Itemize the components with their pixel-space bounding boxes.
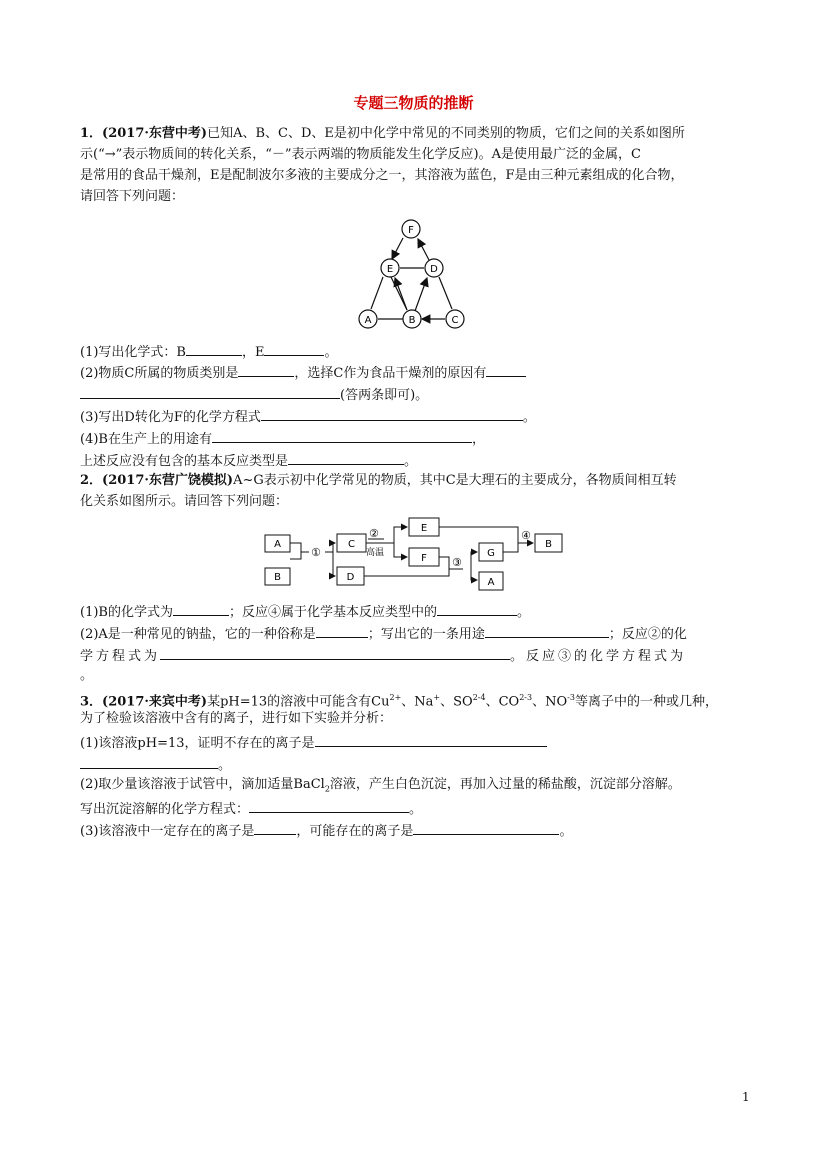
q1-s4-text-b: ， — [471, 432, 485, 447]
q1-sub-2 — [80, 362, 526, 383]
subscript: 2 — [324, 784, 330, 794]
q3-s3-text-b: ，可能存在的离子是 — [296, 824, 414, 839]
q3-line-2: 为了检验该溶液中含有的离子，进行如下实验并分析： — [80, 711, 393, 726]
q3-s3-text-a: (3)该溶液中一定存在的离子是 — [80, 824, 255, 839]
flow-box-G — [479, 543, 503, 561]
q1-s1-text-a: (1)写出化学式：B — [80, 345, 186, 360]
answer-blank[interactable] — [238, 362, 294, 377]
q1-line-4: 请回答下列问题： — [80, 189, 185, 204]
svg-text:G: G — [487, 548, 495, 559]
q1-s2-text-a: (2)物质C所属的物质类别是 — [80, 366, 239, 381]
q3-s1-text-b: 。 — [218, 758, 232, 773]
q1-number: 1． — [80, 126, 103, 141]
svg-text:B: B — [274, 572, 281, 583]
ion-name: 、NO — [532, 694, 568, 710]
answer-blank[interactable] — [80, 384, 340, 399]
q1-s4-text-a: (4)B在生产上的用途有 — [80, 432, 212, 447]
answer-blank[interactable] — [315, 732, 547, 747]
answer-blank[interactable] — [160, 645, 510, 660]
q2-s2-text-a: (2)A是一种常见的钠盐，它的一种俗称是 — [80, 627, 316, 642]
q2-number: 2． — [80, 473, 103, 488]
q2-sub-2c: 。 — [80, 668, 94, 683]
answer-blank[interactable] — [212, 428, 472, 443]
ion-charge: 2-4 — [472, 693, 486, 702]
q1-s2-text-b: ，选择C作为食品干燥剂的原因有 — [294, 366, 487, 381]
q2-s1-text-a: (1)B的化学式为 — [80, 605, 173, 620]
node-label: C — [451, 315, 459, 326]
q3-text-1a: 某pH=13的溶液中可能含有Cu — [207, 694, 390, 710]
flow-box-B-output — [535, 534, 562, 552]
q1-sub-1 — [80, 341, 337, 362]
q1-sub-4b — [80, 450, 417, 471]
ion-charge: -3 — [567, 693, 575, 702]
q1-s1-text-c: 。 — [324, 345, 338, 360]
flow-box-E — [409, 518, 439, 536]
answer-blank[interactable] — [80, 754, 218, 769]
flow-box-A-output — [479, 572, 503, 590]
q2-s1-text-b: ；反应④属于化学基本反应类型中的 — [228, 605, 437, 620]
q3-sub-2 — [80, 776, 681, 799]
q1-s3-text-b: 。 — [522, 410, 536, 425]
q3-s2-text-a: (2)取少量该溶液于试管中，滴加适量BaCl — [80, 777, 325, 792]
q2-line-2: 化关系如图所示。请回答下列问题： — [80, 494, 289, 509]
svg-text:C: C — [348, 539, 355, 550]
q3-sub-2b — [80, 798, 422, 819]
q3-sub-3 — [80, 820, 572, 841]
node-C — [446, 310, 464, 328]
q3-source: (2017·来宾中考) — [102, 694, 208, 710]
q1-source: (2017·东营中考) — [102, 126, 208, 141]
node-F — [402, 220, 420, 238]
answer-blank[interactable] — [186, 341, 242, 356]
flow-label-1: ① — [311, 546, 321, 559]
q3-number: 3． — [80, 694, 103, 710]
q3-s1-text-a: (1)该溶液pH=13，证明不存在的离子是 — [80, 736, 315, 751]
q1-s4-text-c: 上述反应没有包含的基本反应类型是 — [80, 454, 289, 469]
node-label: E — [386, 264, 394, 275]
svg-text:A: A — [274, 539, 281, 550]
q3-sub-1b — [80, 754, 231, 775]
q1-s3-text-a: (3)写出D转化为F的化学方程式 — [80, 410, 261, 425]
q3-line-1 — [80, 689, 718, 711]
q2-s2-text-b: ；写出它的一条用途 — [367, 627, 485, 642]
answer-blank[interactable] — [485, 623, 609, 638]
node-A — [359, 310, 377, 328]
answer-blank[interactable] — [413, 820, 559, 835]
q2-source: (2017·东营广饶模拟) — [102, 473, 234, 488]
svg-text:D: D — [346, 572, 355, 583]
q1-s1-text-b: ，E — [241, 345, 265, 360]
ion-name: 、SO — [440, 694, 473, 710]
q3-s2-text-d: 。 — [409, 802, 423, 817]
q2-sub-2 — [80, 623, 687, 644]
q2-text-1: A~G表示初中化学常见的物质，其中C是大理石的主要成分，各物质间相互转 — [233, 473, 677, 488]
q1-line-3: 是常用的食品干燥剂，E是配制波尔多液的主要成分之一，其溶液为蓝色，F是由三种元素组成的化合物， — [80, 168, 684, 183]
flow-box-B-input — [265, 568, 290, 585]
q2-flow-diagram — [263, 515, 568, 592]
q1-s4-text-d: 。 — [404, 454, 418, 469]
q1-sub-2b — [80, 384, 428, 405]
ion-charge: + — [433, 693, 441, 702]
node-label: B — [408, 315, 416, 326]
flow-box-D — [337, 567, 364, 585]
flow-box-F — [409, 548, 439, 566]
q1-line-1 — [80, 125, 685, 143]
ion-charge: 2+ — [389, 693, 402, 702]
svg-text:B: B — [545, 539, 552, 550]
node-D — [425, 259, 443, 277]
flow-label-3: ③ — [452, 556, 462, 569]
q3-text-1b: 等离子中的一种或几种， — [574, 694, 718, 710]
q3-s2-text-b: 溶液，产生白色沉淀，再加入过量的稀盐酸，沉淀部分溶解。 — [329, 777, 681, 792]
ion-charge: 2-3 — [519, 693, 533, 702]
node-label: A — [364, 315, 372, 326]
q1-sub-3 — [80, 406, 536, 427]
q1-s2-text-c: (答两条即可)。 — [340, 388, 429, 403]
q2-line-1 — [80, 472, 677, 490]
svg-text:E: E — [420, 523, 428, 534]
answer-blank[interactable] — [288, 450, 404, 465]
ion-name: 、CO — [485, 694, 520, 710]
flow-label-2: ② — [369, 527, 379, 540]
q2-sub-1 — [80, 601, 530, 622]
flow-box-A-input — [265, 535, 290, 552]
q1-line-2: 示(“→”表示物质间的转化关系，“－”表示两端的物质能发生化学反应)。A是使用最广泛的金属，C — [80, 147, 641, 162]
svg-text:F: F — [421, 553, 427, 564]
flow-box-C — [337, 534, 366, 552]
answer-blank[interactable] — [249, 798, 409, 813]
node-label: F — [408, 225, 414, 236]
page-number: 1 — [742, 1090, 750, 1104]
q3-s2-text-c: 写出沉淀溶解的化学方程式： — [80, 802, 250, 817]
q2-sub-2b — [80, 645, 686, 666]
answer-blank[interactable] — [173, 601, 229, 616]
q2-s2-text-d: 学方程式为 — [80, 649, 161, 664]
flow-label-high-temp: 高温 — [366, 548, 385, 558]
answer-blank[interactable] — [486, 362, 526, 377]
answer-blank[interactable] — [261, 406, 523, 421]
node-B — [403, 310, 421, 328]
q3-sub-1 — [80, 732, 547, 753]
answer-blank[interactable] — [254, 820, 296, 835]
q1-relation-diagram — [355, 215, 475, 333]
q3-s3-text-c: 。 — [559, 824, 573, 839]
node-E — [381, 259, 399, 277]
answer-blank[interactable] — [264, 341, 324, 356]
q2-s2-text-e: 。反应③的化学方程式为 — [510, 649, 687, 664]
q1-sub-4 — [80, 428, 485, 449]
q2-s1-text-c: 。 — [516, 605, 530, 620]
ion-name: 、Na — [401, 694, 434, 710]
node-label: D — [430, 264, 438, 275]
page-title: 专题三物质的推断 — [353, 94, 474, 112]
q2-s2-text-c: ；反应②的化 — [608, 627, 687, 642]
q1-text-1: 已知A、B、C、D、E是初中化学中常见的不同类别的物质，它们之间的关系如图所 — [207, 126, 685, 141]
svg-text:A: A — [487, 577, 495, 588]
answer-blank[interactable] — [437, 601, 517, 616]
answer-blank[interactable] — [316, 623, 368, 638]
flow-label-4: ④ — [521, 529, 531, 542]
